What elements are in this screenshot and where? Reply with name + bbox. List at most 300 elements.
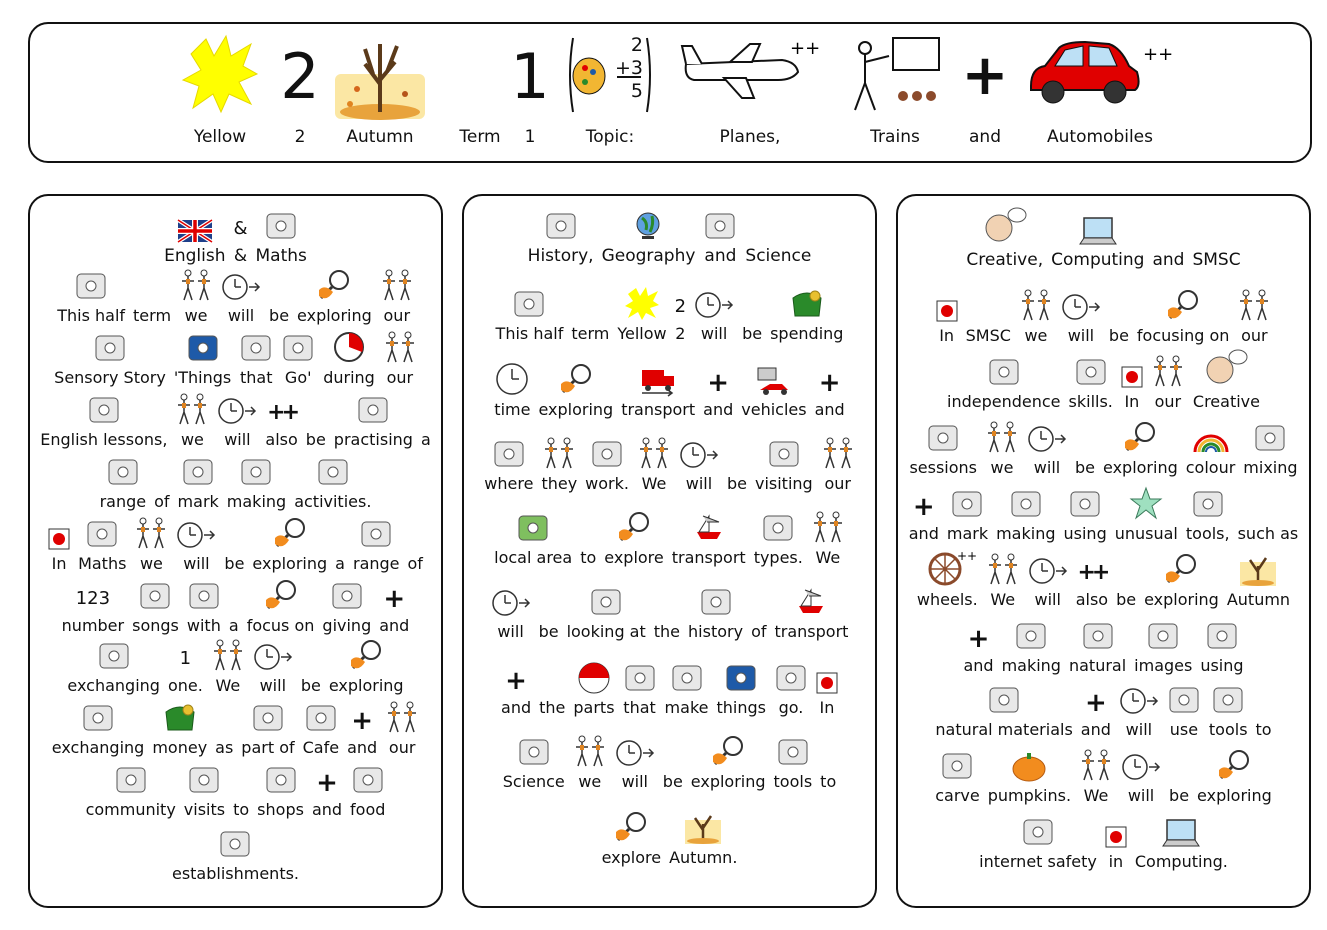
word-label: Autumn.: [669, 848, 738, 867]
symbol-word: [1076, 546, 1108, 610]
word-label: activities.: [294, 492, 372, 511]
word-label: also: [265, 430, 298, 449]
symbol-word: [1121, 742, 1161, 806]
skills-icon: [1074, 348, 1108, 388]
symbol-word: [539, 578, 559, 642]
symbol-word: [602, 804, 662, 868]
word-label: tools: [773, 772, 813, 791]
symbol-word: [604, 504, 664, 568]
symbol-word: [184, 756, 225, 820]
symbol-word: [252, 510, 327, 574]
coat-icon: [186, 324, 220, 364]
symbol-word: [1115, 480, 1178, 544]
symbol-word: [663, 728, 683, 792]
word-label: We: [1083, 786, 1109, 805]
symbol-word: [669, 804, 737, 868]
symbol-word: [1227, 546, 1290, 610]
symbol-word: [221, 262, 261, 326]
shops-icon: [264, 756, 298, 796]
word-label: will: [1034, 590, 1061, 609]
net-icon: [1021, 808, 1055, 848]
word-label: explore: [604, 548, 664, 567]
eng-icon: [87, 386, 121, 426]
symbol-word: [256, 202, 307, 266]
symbol-word: [727, 430, 747, 494]
laptop-icon: [1161, 808, 1201, 848]
word-label: will: [1033, 458, 1061, 477]
word-label: such as: [1237, 524, 1299, 543]
parts-icon: [574, 654, 614, 694]
col2-line-2: [464, 280, 875, 344]
col1-line-9: [30, 694, 441, 758]
word-label: mark: [946, 524, 989, 543]
word-label: of: [407, 554, 423, 573]
symbol-word: [1193, 348, 1260, 412]
word-label: using: [1063, 524, 1107, 543]
symbol-word: [40, 386, 167, 450]
symbol-word: [617, 280, 666, 344]
word-label: and: [501, 698, 532, 717]
word-label: Yellow: [617, 324, 667, 343]
symbol-word: [986, 546, 1020, 610]
food-icon: [351, 756, 385, 796]
header-banner: [28, 22, 1312, 163]
word-label: We: [215, 676, 241, 695]
symbol-word: [241, 694, 294, 758]
word-label: the: [653, 622, 681, 641]
word-label: making: [996, 524, 1056, 543]
symbol-word: [494, 356, 530, 420]
symbol-word: [1209, 676, 1248, 740]
symbol-word: [716, 654, 766, 718]
dot-icon: [936, 282, 958, 322]
mag-icon: [262, 572, 300, 612]
symbol-word: [816, 654, 838, 718]
mag-icon: [1121, 414, 1159, 454]
making-icon: [1014, 612, 1048, 652]
word-label: natural materials: [935, 720, 1073, 739]
col2-line-8: [464, 728, 875, 792]
word-label: &: [233, 246, 248, 266]
symbol-word: [580, 504, 596, 568]
dot-icon: [816, 654, 838, 694]
word-label: and: [1080, 720, 1111, 739]
topic-icon: [565, 32, 655, 118]
word-label: of: [751, 622, 767, 641]
word-label: community: [85, 800, 176, 819]
symbol-word: [383, 324, 417, 388]
word-label: our: [1154, 392, 1182, 411]
symbol-word: [742, 280, 762, 344]
symbol-word: [1152, 206, 1184, 270]
symbol-word: [1237, 282, 1271, 346]
symbol-word: [1135, 808, 1228, 872]
boat-icon: [791, 578, 831, 618]
col1-line-4: [30, 386, 441, 450]
symbol-word: [1256, 676, 1272, 740]
word-label: our: [388, 738, 416, 757]
symbol-word: [187, 572, 221, 636]
symbol-word: [909, 414, 977, 478]
clock-icon: [217, 386, 257, 426]
symbol-word: [541, 430, 577, 494]
word-label: wheels.: [916, 590, 978, 609]
word-label: Computing.: [1134, 852, 1228, 871]
word-label: pumpkins.: [987, 786, 1072, 805]
symbol-word: [334, 386, 413, 450]
word-label: range: [99, 492, 147, 511]
symbol-word: [86, 756, 176, 820]
word-label: exploring: [252, 554, 328, 573]
word-label: number: [61, 616, 125, 635]
word-label: with: [186, 616, 221, 635]
symbol-word: [297, 262, 372, 326]
symbol-word: [1144, 546, 1219, 610]
word-label: transport: [774, 622, 849, 641]
exch-icon: [97, 632, 131, 672]
col3-line-4: [898, 414, 1309, 478]
col3-line-3: [898, 348, 1309, 412]
symbol-word: [947, 480, 988, 544]
symbol-word: [217, 386, 257, 450]
vehicles-icon: [754, 356, 794, 396]
tools-icon: [1211, 676, 1245, 716]
clock-icon: [1061, 282, 1101, 322]
word-label: will: [685, 474, 713, 493]
symbol-word: [1105, 808, 1127, 872]
col1-line-2: [30, 262, 441, 326]
mark-icon: [181, 448, 215, 488]
symbol-word: [935, 742, 980, 806]
symbol-word: [269, 262, 289, 326]
person-icon: [239, 324, 273, 364]
symbol-word: [1069, 348, 1113, 412]
clock-icon: [694, 280, 734, 320]
word-label: will: [1125, 720, 1153, 739]
word-label: exploring: [1197, 786, 1272, 805]
symbol-word: [1121, 348, 1143, 412]
header-text-term: Term: [459, 127, 501, 147]
range-icon: [359, 510, 393, 550]
symbol-word: [239, 324, 273, 388]
symbol-word: [164, 202, 225, 266]
symbol-word: [694, 280, 734, 344]
part-icon: [251, 694, 285, 734]
plus-icon: +: [316, 768, 338, 798]
word-label: This half: [57, 306, 126, 325]
clock0-icon: [495, 356, 529, 396]
word-label: be: [1108, 326, 1129, 345]
pair-icon: [385, 694, 419, 734]
word-label: will: [259, 676, 287, 695]
word-label: use: [1169, 720, 1199, 739]
symbol-word: [224, 510, 244, 574]
word-label: of: [154, 492, 170, 511]
symbol-word: [178, 448, 219, 512]
col2-line-9: [464, 804, 875, 868]
using-icon: [1068, 480, 1102, 520]
word-label: and: [814, 400, 845, 419]
word-label: we: [180, 430, 204, 449]
clock-icon: [1121, 742, 1161, 782]
symbol-word: [979, 808, 1097, 872]
symbol-word: [176, 510, 216, 574]
word-label: history: [688, 622, 744, 641]
symbol-word: [820, 728, 836, 792]
two-icon: 2: [674, 296, 687, 317]
symbol-word: [1079, 742, 1113, 806]
maths-icon: [264, 202, 298, 242]
teacher-class-icon: [845, 28, 945, 114]
symbol-word: [665, 654, 709, 718]
types-icon: [761, 504, 795, 544]
symbol-word: [174, 324, 231, 388]
big-number-two: 2: [280, 40, 320, 113]
symbol-word: [1051, 206, 1144, 270]
symbol-word: [539, 654, 565, 718]
symbol-word: [168, 632, 203, 696]
symbol-word: [172, 820, 299, 884]
making-icon: [1009, 480, 1043, 520]
mag-icon: [1164, 282, 1202, 322]
header-text-trains: Trains: [870, 127, 920, 147]
range-icon: [106, 448, 140, 488]
word-label: and: [704, 246, 737, 266]
mag-icon: [1215, 742, 1253, 782]
clock-icon: [176, 510, 216, 550]
symbol-word: [1151, 348, 1185, 412]
word-label: a: [420, 430, 431, 449]
word-label: will: [700, 324, 728, 343]
word-label: Cafe: [302, 738, 340, 757]
symbol-word: [350, 756, 385, 820]
word-label: This half: [495, 324, 564, 343]
house-icon: [218, 820, 252, 860]
header-text-planes: Planes,: [719, 127, 781, 147]
col1-line-11: [30, 820, 441, 884]
symbol-word: [227, 448, 286, 512]
symbol-word: [947, 348, 1061, 412]
word-label: in: [1108, 852, 1124, 871]
col1-line-5: [30, 448, 441, 512]
word-label: that: [623, 698, 656, 717]
symbol-word: [1028, 546, 1068, 610]
word-label: mark: [177, 492, 219, 511]
word-label: Sensory Story: [54, 368, 166, 387]
word-label: and: [347, 738, 378, 757]
sci-icon: [703, 202, 737, 242]
yellow-icon: [624, 280, 660, 320]
col3-line-6: [898, 546, 1309, 610]
pair-icon: [821, 430, 855, 470]
word-label: vehicles: [741, 400, 807, 419]
word-label: during: [323, 368, 375, 387]
pair-icon: [811, 504, 845, 544]
hist-icon: [699, 578, 733, 618]
symbol-word: [815, 356, 845, 420]
word-label: mixing: [1243, 458, 1298, 477]
symbol-word: [257, 756, 304, 820]
word-label: be: [1075, 458, 1095, 477]
col1-line-7: [30, 572, 441, 636]
creative-computing-smsc-panel: [896, 194, 1311, 908]
header-word-and: [955, 24, 1015, 165]
plus-icon: +: [707, 368, 730, 398]
give-icon: [330, 572, 364, 612]
symbol-word: [1186, 480, 1230, 544]
symbol-word: [688, 578, 743, 642]
col3-line-2: [898, 282, 1309, 346]
dot-icon: [48, 510, 70, 550]
word-label: spending: [770, 324, 844, 343]
pair-icon: [1019, 282, 1053, 322]
symbol-word: [175, 386, 209, 450]
col3-line-8: [898, 676, 1309, 740]
word-label: exploring: [538, 400, 614, 419]
person-icon: [623, 654, 657, 694]
symbol-word: [484, 430, 533, 494]
money-icon: [789, 280, 825, 320]
amp-icon: &: [233, 218, 248, 239]
word-label: part of: [241, 738, 295, 757]
symbol-word: [741, 356, 806, 420]
header-word-1: [500, 24, 560, 165]
word-label: sessions: [909, 458, 977, 477]
head-icon: [983, 206, 1027, 246]
coat-icon: [724, 654, 758, 694]
word-label: and: [908, 524, 939, 543]
symbol-word: [909, 480, 939, 544]
word-label: Computing: [1051, 250, 1145, 270]
symbol-word: [229, 572, 239, 636]
symbol-word: [1064, 480, 1107, 544]
col2-line-5: [464, 504, 875, 568]
symbol-word: [571, 280, 609, 344]
symbol-word: [312, 756, 342, 820]
symbol-word: [1243, 414, 1297, 478]
word-label: making: [226, 492, 287, 511]
word-label: to: [580, 548, 597, 567]
symbol-word: [1197, 742, 1272, 806]
airplane-icon: [680, 38, 820, 100]
tools-icon: [776, 728, 810, 768]
symbol-word: [78, 510, 126, 574]
carve-icon: [940, 742, 974, 782]
pair-icon: [1079, 742, 1113, 782]
plus-icon: +: [961, 43, 1009, 108]
word-label: We: [990, 590, 1016, 609]
symbol-word: [1119, 676, 1159, 740]
word-label: establishments.: [171, 864, 300, 883]
word-label: be: [269, 306, 290, 325]
clock-icon: [1119, 676, 1159, 716]
mag-icon: [612, 804, 650, 844]
symbol-word: [615, 728, 655, 792]
paint-icon: [316, 448, 350, 488]
word-label: time: [494, 400, 531, 419]
symbol-word: [322, 572, 371, 636]
word-label: we: [184, 306, 208, 325]
symbol-word: [966, 206, 1043, 270]
symbol-word: [672, 504, 746, 568]
timer-icon: [332, 324, 366, 364]
symbol-word: [494, 504, 572, 568]
symbol-word: [691, 728, 766, 792]
word-label: and: [963, 656, 994, 675]
history-geography-science-panel: [462, 194, 877, 908]
group-icon: [74, 262, 108, 302]
symbol-word: [1134, 612, 1192, 676]
word-label: be: [300, 676, 321, 695]
word-label: Creative,: [966, 250, 1044, 270]
symbol-word: [179, 262, 213, 326]
word-label: range: [352, 554, 400, 573]
symbol-word: [985, 414, 1019, 478]
word-label: be: [305, 430, 326, 449]
word-label: will: [227, 306, 255, 325]
word-label: 2: [675, 324, 686, 343]
col1-line-3: [30, 324, 441, 388]
clock-icon: [253, 632, 293, 672]
word-label: English lessons,: [40, 430, 168, 449]
word-label: be: [1169, 786, 1190, 805]
header-text-2: 2: [294, 127, 306, 147]
mag-icon: [347, 632, 385, 672]
practise-icon: [356, 386, 390, 426]
with-icon: [187, 572, 221, 612]
mag-icon: [709, 728, 747, 768]
pair-icon: [985, 414, 1019, 454]
svg-text:++: ++: [790, 38, 821, 59]
symbol-word: [335, 510, 345, 574]
word-label: 'Things: [173, 368, 232, 387]
symbol-word: [503, 728, 565, 792]
word-label: In: [51, 554, 67, 573]
word-label: will: [183, 554, 210, 573]
header-word-planes: [675, 24, 825, 165]
symbol-word: [1081, 676, 1111, 740]
word-label: exchanging: [67, 676, 160, 695]
maths-icon: [85, 510, 119, 550]
col2-line-3: [464, 356, 875, 420]
word-label: Go': [284, 368, 312, 387]
word-label: giving: [322, 616, 372, 635]
word-label: parts: [573, 698, 615, 717]
symbol-word: [294, 448, 371, 512]
header-text-yellow: Yellow: [193, 127, 247, 147]
tools-icon: [1191, 480, 1225, 520]
word-label: internet safety: [979, 852, 1097, 871]
symbol-word: [1200, 612, 1243, 676]
header-text-automobiles: Automobiles: [1047, 127, 1153, 147]
symbol-word: [379, 572, 409, 636]
symbol-word: [491, 578, 531, 642]
plus-icon: +: [383, 584, 406, 614]
header-word-topic: [560, 24, 660, 165]
symbol-word: [770, 280, 843, 344]
sign-icon: [492, 430, 526, 470]
visit-icon: [187, 756, 221, 796]
symbol-word: [1116, 546, 1136, 610]
symbol-word: [966, 282, 1011, 346]
mag-icon: [615, 504, 653, 544]
symbol-word: [48, 510, 70, 574]
mark-icon: [950, 480, 984, 520]
symbol-word: [1027, 414, 1067, 478]
pair-icon: [383, 324, 417, 364]
plus-icon: +: [1084, 688, 1107, 718]
word-label: shops: [257, 800, 304, 819]
